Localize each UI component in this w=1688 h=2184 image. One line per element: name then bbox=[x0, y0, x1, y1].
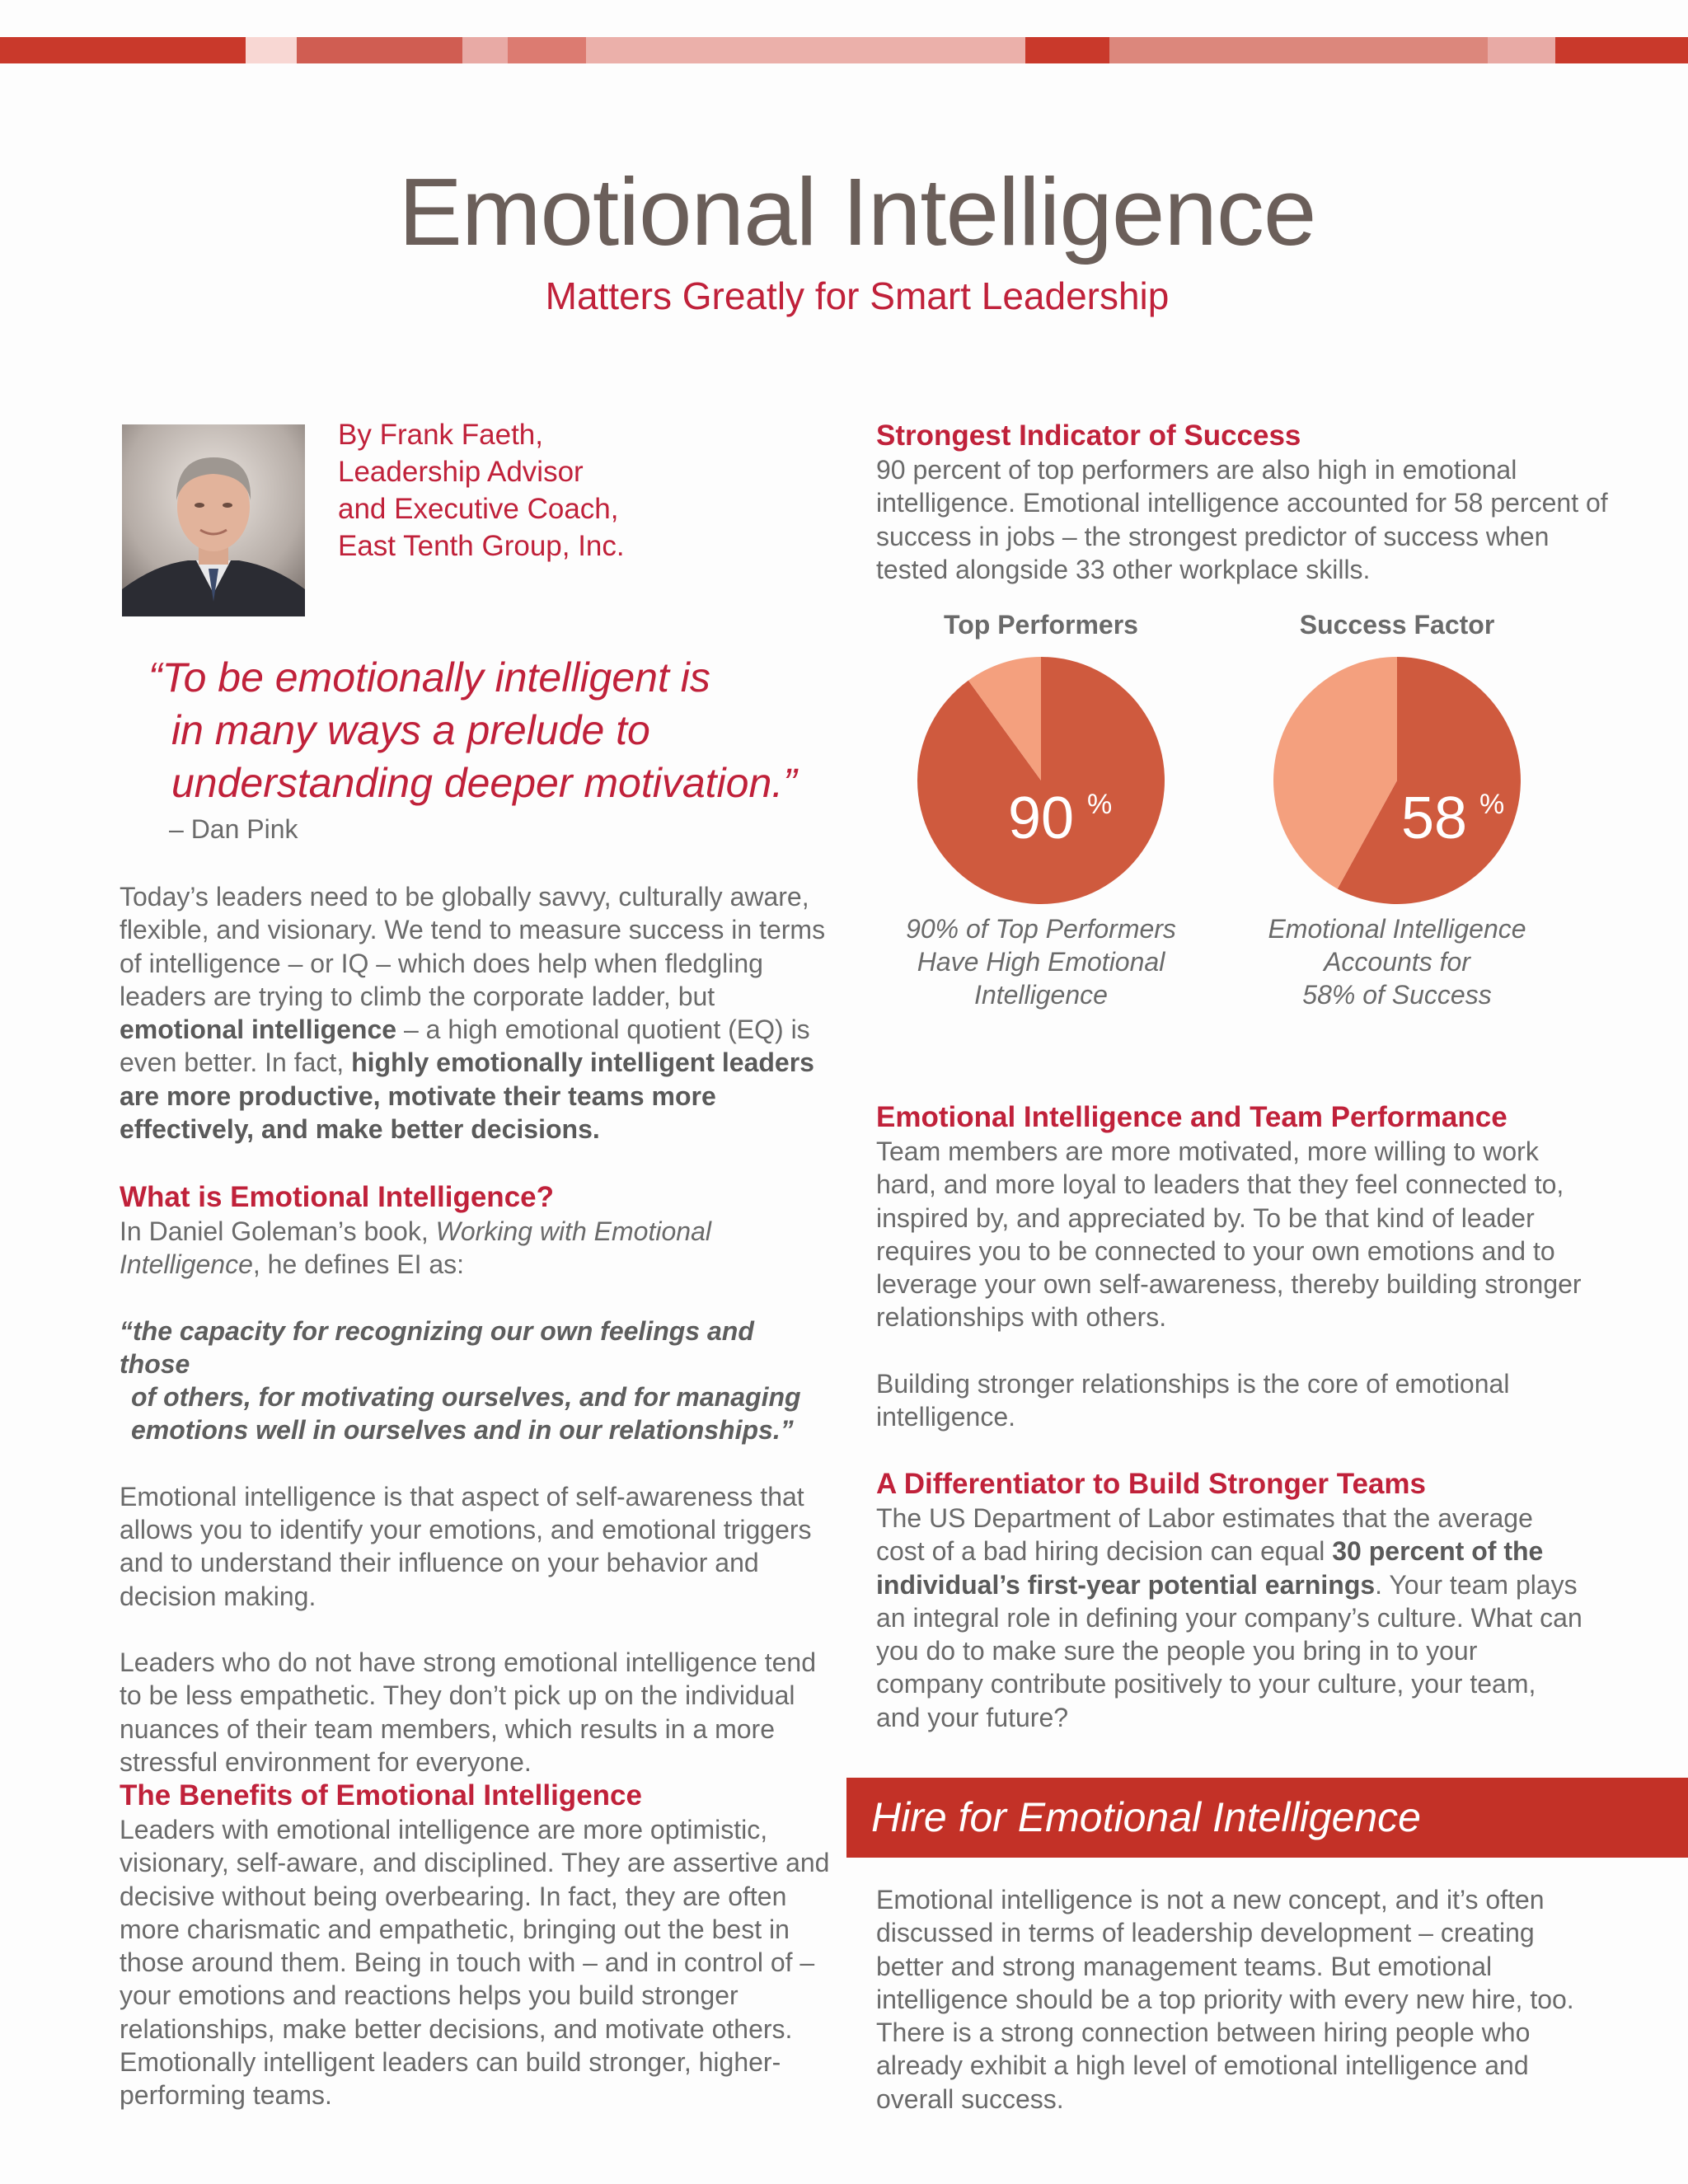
header-stripe-bar bbox=[0, 37, 1688, 63]
pie-chart-success-factor bbox=[1232, 610, 1562, 1011]
chart-title: Top Performers bbox=[944, 610, 1138, 640]
chart-caption bbox=[876, 912, 1206, 1011]
caption-line: Intelligence bbox=[974, 980, 1108, 1010]
pie-chart-svg bbox=[1232, 640, 1562, 912]
hire-banner: Hire for Emotional Intelligence bbox=[846, 1778, 1688, 1858]
byline-line: By Frank Faeth, bbox=[338, 419, 543, 451]
stripe-segment bbox=[1488, 37, 1555, 63]
what-is-section bbox=[120, 1180, 816, 1779]
quote-line: in many ways a prelude to bbox=[171, 707, 650, 753]
hire-paragraph: Emotional intelligence is not a new concept, and it’s often discussed in terms of leadership development – creating better and strong management teams. But emotional intelligence should be a top priority with every new hire, too. There is a strong connection between hiring people who already exhibit a high level of emotional intelligence and overall success. bbox=[876, 1885, 1574, 2114]
differentiator-section bbox=[876, 1467, 1585, 1734]
stripe-segment bbox=[586, 37, 1025, 63]
intro-paragraph: Today’s leaders need to be globally savvy, culturally aware, flexible, and visionary. We tend to measure success in terms of intelligence – or IQ – which does help when fledgling leaders are trying to climb the corporate ladder, but emotional intelligence – a high emotional quotient (EQ) is even better. In fact, highly emotionally intelligent leaders are more productive, motivate their teams more effectively, and make better decisions. bbox=[120, 882, 826, 1145]
caption-line: 90% of Top Performers bbox=[906, 914, 1176, 944]
what-is-intro: In Daniel Goleman’s book, Working with Emotional Intelligence, he defines EI as: bbox=[120, 1216, 711, 1280]
differentiator-paragraph: The US Department of Labor estimates that the average cost of a bad hiring decision can equal 30 percent of the individual’s first-year potential earnings. Your team plays an integral role in defining your company’s culture. What can you do to make sure the people you bring in to your company contribute positively to your culture, your team, and your future? bbox=[876, 1503, 1582, 1732]
differentiator-heading: A Differentiator to Build Stronger Teams bbox=[876, 1468, 1426, 1500]
page-subtitle: Matters Greatly for Smart Leadership bbox=[545, 274, 1170, 317]
quote-line: “To be emotionally intelligent is bbox=[148, 654, 710, 701]
definition-line: “the capacity for recognizing our own feelings and those bbox=[120, 1315, 754, 1379]
pie-chart-svg bbox=[876, 640, 1206, 912]
pie-chart-top-performers bbox=[876, 610, 1206, 1011]
caption-line: 58% of Success bbox=[1302, 980, 1492, 1010]
stripe-segment bbox=[297, 37, 462, 63]
indicator-heading: Strongest Indicator of Success bbox=[876, 419, 1301, 452]
pie-unit-label: % bbox=[1087, 789, 1113, 820]
what-is-heading: What is Emotional Intelligence? bbox=[120, 1181, 554, 1213]
benefits-heading: The Benefits of Emotional Intelligence bbox=[120, 1779, 642, 1811]
stripe-segment bbox=[1025, 37, 1109, 63]
quote-line: understanding deeper motivation.” bbox=[171, 760, 797, 806]
team-core-paragraph: Building stronger relationships is the core of emotional intelligence. bbox=[876, 1368, 1510, 1432]
author-byline bbox=[338, 416, 625, 565]
definition-line: of others, for motivating ourselves, and for managing bbox=[131, 1382, 801, 1413]
benefits-paragraph: Leaders with emotional intelligence are more optimistic, visionary, self-aware, and disciplined. They are assertive and decisive without being overbearing. In fact, they are often more charismatic and empathetic, bringing out the best in those around them. Being in touch with – and in control of – your emotions and reactions helps you build stronger relationships, make better decisions, and motivate others. Emotionally intelligent leaders can build stronger, higher-performing teams. bbox=[120, 1815, 830, 2111]
stripe-segment bbox=[462, 37, 508, 63]
stripe-segment bbox=[1555, 37, 1688, 63]
pie-slice-high-ei bbox=[917, 657, 1165, 904]
benefits-section bbox=[120, 1779, 837, 2112]
pie-value-label: 90 bbox=[1007, 785, 1075, 851]
stripe-segment bbox=[246, 37, 297, 63]
pull-quote bbox=[148, 651, 797, 809]
stripe-segment bbox=[508, 37, 586, 63]
team-paragraph: Team members are more motivated, more willing to work hard, and more loyal to leaders that they feel connected to, inspired by, and appreciated by. To be that kind of leader requires you to be connected to your own emotions and to leverage your own self-awareness, thereby building stronger relationships with others. bbox=[876, 1137, 1582, 1333]
team-heading: Emotional Intelligence and Team Performance bbox=[876, 1101, 1507, 1133]
byline-line: Leadership Advisor bbox=[338, 456, 584, 488]
page-title: Emotional Intelligence bbox=[398, 158, 1316, 265]
indicator-paragraph: 90 percent of top performers are also high in emotional intelligence. Emotional intelligence accounted for 58 percent of success in jobs – the strongest predictor of success when tested alongside 33 other workplace skills. bbox=[876, 455, 1608, 584]
caption-line: Emotional Intelligence bbox=[1268, 914, 1526, 944]
pie-unit-label: % bbox=[1479, 789, 1505, 820]
byline-line: East Tenth Group, Inc. bbox=[338, 530, 625, 562]
byline-line: and Executive Coach, bbox=[338, 493, 619, 525]
caption-line: Accounts for bbox=[1324, 947, 1470, 977]
chart-title: Success Factor bbox=[1299, 610, 1495, 640]
chart-caption bbox=[1232, 912, 1562, 1011]
portrait-photo-icon bbox=[122, 424, 305, 616]
quote-author: – Dan Pink bbox=[169, 814, 298, 844]
intro-section bbox=[120, 880, 837, 1146]
caption-line: Have High Emotional bbox=[917, 947, 1165, 977]
empathy-paragraph: Leaders who do not have strong emotional intelligence tend to be less empathetic. They don’t pick up on the individual nuances of their team members, which results in a more stressful environment for everyone. bbox=[120, 1647, 817, 1777]
hire-section bbox=[876, 1883, 1601, 2116]
stripe-segment bbox=[1109, 37, 1488, 63]
indicator-section bbox=[876, 419, 1618, 586]
stripe-segment bbox=[0, 37, 246, 63]
definition-line: emotions well in ourselves and in our relationships.” bbox=[131, 1415, 794, 1446]
pie-value-label: 58 bbox=[1400, 785, 1468, 851]
team-section bbox=[876, 1100, 1601, 1433]
author-photo bbox=[122, 424, 305, 616]
definition-quote bbox=[120, 1315, 816, 1447]
self-awareness-paragraph: Emotional intelligence is that aspect of self-awareness that allows you to identify your emotions, and emotional triggers and to understand their influence on your behavior and decision making. bbox=[120, 1481, 812, 1611]
